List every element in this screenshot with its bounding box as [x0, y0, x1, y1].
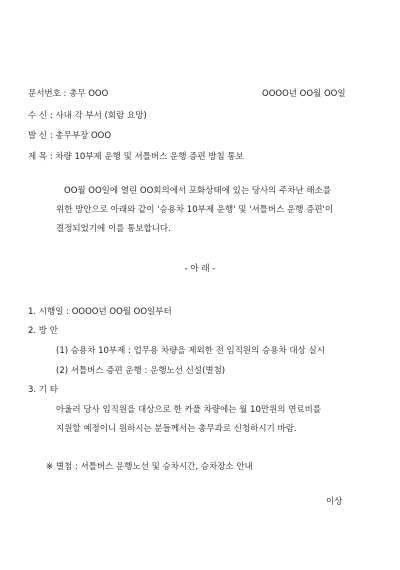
subject-line: 제 목 : 차량 10부제 운행 및 셔틀버스 운행 증편 방침 통보	[28, 152, 244, 162]
recipient-line: 수 신 : 사내 각 부서 (회람 요망)	[28, 111, 147, 121]
section-3-text-line-2: 지원할 예정이니 원하시는 분들께서는 총무과로 신청하시기 바람.	[56, 424, 297, 434]
intro-line-2: 위한 방안으로 아래와 같이 '승용차 10부제 운행' 및 '셔틀버스 운행 증편'이	[56, 205, 334, 215]
document-number: 문서번호 : 총무 OOO	[28, 89, 109, 99]
attachment-note: ※ 별첨 : 셔틀버스 운행노선 및 승차시간, 승차장소 안내	[46, 462, 253, 472]
intro-line-3: 결정되었기에 이를 통보합니다.	[56, 224, 171, 234]
below-marker: - 아 래 -	[184, 264, 216, 274]
section-2-item-2: (2) 셔틀버스 증편 운행 : 운행노선 신설(별첨)	[56, 366, 226, 376]
section-1-effective-date: 1. 시행일 : OOOO년 OO월 OO일부터	[28, 307, 172, 317]
intro-line-1: OO월 OO일에 열린 OO회의에서 포화상태에 있는 당사의 주차난 해소를	[64, 186, 332, 196]
section-2-item-1: (1) 승용차 10부제 : 업무용 차량을 제외한 전 임직원의 승용차 대상 실시	[56, 346, 325, 356]
section-3-other-heading: 3. 기 타	[28, 385, 58, 395]
sender-line: 발 신 : 총무부장 OOO	[28, 131, 112, 141]
closing-text: 이상	[326, 497, 343, 507]
document-date: OOOO년 OO월 OO일	[262, 89, 346, 99]
section-2-plan-heading: 2. 방 안	[28, 326, 58, 336]
section-3-text-line-1: 아울러 당사 임직원을 대상으로 한 카풀 차량에는 월 10만원의 연료비를	[56, 405, 322, 415]
